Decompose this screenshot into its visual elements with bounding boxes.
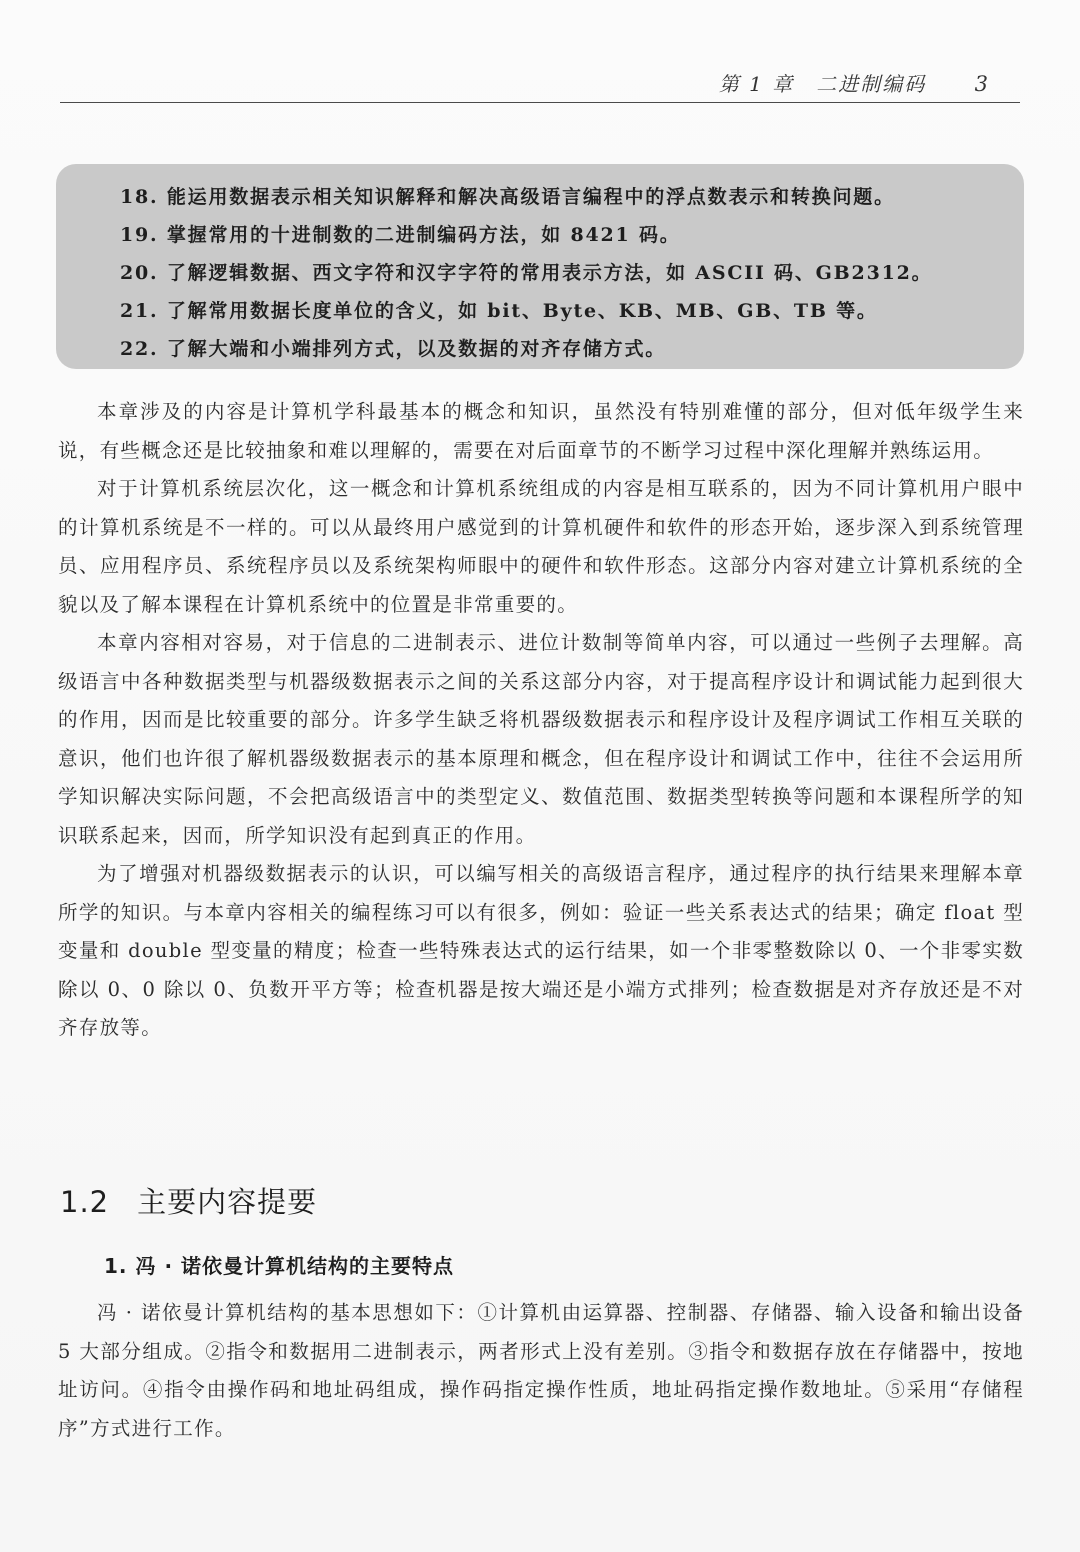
objective-item: 22. 了解大端和小端排列方式，以及数据的对齐存储方式。 [120,338,667,360]
learning-objectives-box [56,164,1024,369]
section-heading [60,1180,317,1221]
paragraph: 为了增强对机器级数据表示的认识，可以编写相关的高级语言程序，通过程序的执行结果来理解本章所学的知识。与本章内容相关的编程练习可以有很多，例如：验证一些关系表达式的结果；确定 float 型变量和 double 型变量的精度；检查一些特殊表达式的运行结果，如一个非零整数除以 0、一个非零实数除以 0、0 除以 0、负数开平方等；检查机器是按大端还是小端方式排列；检查数据是对齐存放还是不对齐存放等。 [58,862,1024,1039]
objective-item: 20. 了解逻辑数据、西文字符和汉字字符的常用表示方法，如 ASCII 码、GB2312。 [120,262,933,284]
paragraph: 冯 · 诺依曼计算机结构的基本思想如下：①计算机由运算器、控制器、存储器、输入设备和输出设备 5 大部分组成。②指令和数据用二进制表示，两者形式上没有差别。③指令和数据存放在存储器中，按地址访问。④指令由操作码和地址码组成，操作码指定操作性质，地址码指定操作数地址。⑤采用“存储程序”方式进行工作。 [58,1301,1024,1440]
section-body-text [58,1294,1024,1448]
subsection-heading: 1. 冯 · 诺依曼计算机结构的主要特点 [104,1254,454,1278]
paragraph: 本章涉及的内容是计算机学科最基本的概念和知识，虽然没有特别难懂的部分，但对低年级学生来说，有些概念还是比较抽象和难以理解的，需要在对后面章节的不断学习过程中深化理解并熟练运用。 [58,400,1024,462]
page-number: 3 [974,72,990,96]
paragraph: 本章内容相对容易，对于信息的二进制表示、进位计数制等简单内容，可以通过一些例子去理解。高级语言中各种数据类型与机器级数据表示之间的关系这部分内容，对于提高程序设计和调试能力起到很大的作用，因而是比较重要的部分。许多学生缺乏将机器级数据表示和程序设计及程序调试工作相互关联的意识，他们也许很了解机器级数据表示的基本原理和概念，但在程序设计和调试工作中，往往不会运用所学知识解决实际问题，不会把高级语言中的类型定义、数值范围、数据类型转换等问题和本课程所学的知识联系起来，因而，所学知识没有起到真正的作用。 [58,631,1024,847]
chapter-intro-text [58,393,1024,1048]
running-header [60,68,1020,103]
chapter-title: 第 1 章 二进制编码 [718,72,927,96]
objective-item: 18. 能运用数据表示相关知识解释和解决高级语言编程中的浮点数表示和转换问题。 [120,186,895,208]
objective-item: 19. 掌握常用的十进制数的二进制编码方法，如 8421 码。 [120,224,681,246]
section-number: 1.2 [60,1185,110,1219]
section-title-text: 主要内容提要 [137,1185,318,1219]
paragraph: 对于计算机系统层次化，这一概念和计算机系统组成的内容是相互联系的，因为不同计算机用户眼中的计算机系统是不一样的。可以从最终用户感觉到的计算机硬件和软件的形态开始，逐步深入到系统管理员、应用程序员、系统程序员以及系统架构师眼中的硬件和软件形态。这部分内容对建立计算机系统的全貌以及了解本课程在计算机系统中的位置是非常重要的。 [58,477,1024,616]
objective-item: 21. 了解常用数据长度单位的含义，如 bit、Byte、KB、MB、GB、TB 等。 [120,300,878,322]
